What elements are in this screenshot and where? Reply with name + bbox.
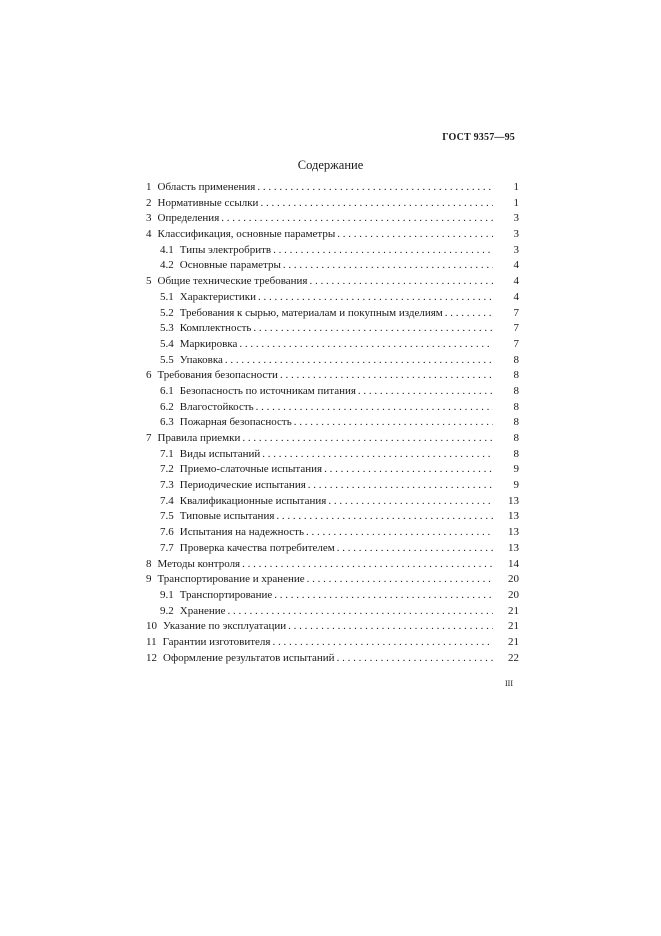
toc-entry-page: 20 bbox=[508, 588, 519, 601]
toc-entry-number: 9.2 bbox=[160, 604, 174, 617]
toc-entry-number: 7.3 bbox=[160, 479, 174, 492]
toc-entry-label: Пожарная безопасность bbox=[179, 416, 292, 429]
toc-entry bbox=[146, 557, 519, 573]
toc-entry bbox=[146, 180, 519, 196]
toc-dot-leader bbox=[280, 368, 493, 384]
toc-entry bbox=[146, 321, 519, 337]
toc-entry-label: Требования к сырью, материалам и покупным изделиям bbox=[179, 306, 443, 319]
toc-entry-label: Определения bbox=[157, 212, 220, 225]
toc-entry bbox=[146, 211, 519, 227]
toc-entry-label: Комплектность bbox=[179, 322, 252, 335]
toc-entry-number: 8 bbox=[146, 557, 152, 570]
toc-dot-leader bbox=[262, 447, 493, 463]
toc-entry-label: Указание по эксплуатации bbox=[163, 620, 287, 633]
toc-entry-label: Влагостойкость bbox=[179, 400, 254, 413]
toc-dot-leader bbox=[276, 509, 493, 525]
toc-entry bbox=[146, 400, 519, 416]
toc-entry-number: 7.1 bbox=[160, 447, 174, 460]
toc-entry-label: Общие технические требования bbox=[157, 275, 308, 288]
document-code: ГОСТ 9357—95 bbox=[442, 132, 515, 143]
toc-entry-number: 3 bbox=[146, 212, 152, 225]
toc-entry-number: 10 bbox=[146, 620, 157, 633]
toc-entry bbox=[146, 541, 519, 557]
toc-entry-label: Хранение bbox=[179, 604, 226, 617]
toc-dot-leader bbox=[253, 321, 493, 337]
toc-entry-label: Характеристики bbox=[179, 290, 257, 303]
toc-entry-page: 7 bbox=[513, 306, 519, 319]
toc-entry-page: 22 bbox=[508, 651, 519, 664]
toc-entry-number: 5.4 bbox=[160, 337, 174, 350]
toc-entry bbox=[146, 635, 519, 651]
toc-entry-label: Упаковка bbox=[179, 353, 223, 366]
toc-entry-number: 4.2 bbox=[160, 259, 174, 272]
toc-entry-number: 7.5 bbox=[160, 510, 174, 523]
toc-entry bbox=[146, 196, 519, 212]
toc-entry-number: 7.2 bbox=[160, 463, 174, 476]
toc-entry-number: 5.1 bbox=[160, 290, 174, 303]
toc-entry-label: Проверка качества потребителем bbox=[179, 541, 335, 554]
toc-entry-page: 8 bbox=[513, 369, 519, 382]
toc-entry-number: 1 bbox=[146, 181, 152, 193]
toc-dot-leader bbox=[288, 619, 493, 635]
toc-entry-label: Область применения bbox=[157, 181, 256, 193]
toc-entry-label: Типы электробритв bbox=[179, 243, 272, 256]
toc-entry-label: Безопасность по источникам питания bbox=[179, 384, 356, 397]
toc-entry bbox=[146, 478, 519, 494]
toc-entry-label: Виды испытаний bbox=[179, 447, 261, 460]
toc-entry-label: Классификация, основные параметры bbox=[157, 228, 336, 241]
toc-entry-label: Нормативные ссылки bbox=[157, 196, 259, 209]
toc-entry-page: 13 bbox=[508, 510, 519, 523]
toc-entry bbox=[146, 431, 519, 447]
toc-entry bbox=[146, 353, 519, 369]
toc-entry bbox=[146, 337, 519, 353]
toc-entry-number: 7.7 bbox=[160, 541, 174, 554]
toc-entry-number: 12 bbox=[146, 651, 157, 664]
toc-dot-leader bbox=[257, 180, 493, 196]
toc-entry-number: 4.1 bbox=[160, 243, 174, 256]
toc-entry-page: 8 bbox=[513, 447, 519, 460]
toc-entry-number: 2 bbox=[146, 196, 152, 209]
toc-entry-page: 1 bbox=[513, 196, 519, 209]
toc-entry-page: 7 bbox=[513, 322, 519, 335]
toc-dot-leader bbox=[358, 384, 493, 400]
toc-entry-number: 5.5 bbox=[160, 353, 174, 366]
toc-entry-label: Испытания на надежность bbox=[179, 526, 304, 539]
toc-entry-page: 13 bbox=[508, 526, 519, 539]
toc-title: Содержание bbox=[297, 158, 364, 172]
toc-entry-page: 7 bbox=[513, 337, 519, 350]
toc-entry bbox=[146, 525, 519, 541]
toc-entry-number: 11 bbox=[146, 635, 157, 648]
toc-dot-leader bbox=[274, 588, 493, 604]
toc-entry-label: Периодические испытания bbox=[179, 479, 306, 492]
toc-entry-page: 4 bbox=[513, 259, 519, 272]
toc-dot-leader bbox=[258, 290, 493, 306]
toc-entry bbox=[146, 462, 519, 478]
toc-dot-leader bbox=[306, 525, 493, 541]
toc-dot-leader bbox=[309, 274, 493, 290]
toc-entry-page: 4 bbox=[513, 275, 519, 288]
toc-entry-label: Транспортирование и хранение bbox=[157, 573, 305, 586]
toc-entry bbox=[146, 604, 519, 620]
toc-entry-number: 7.4 bbox=[160, 494, 174, 507]
toc-entry-page: 8 bbox=[513, 353, 519, 366]
toc-entry-page: 13 bbox=[508, 494, 519, 507]
toc-dot-leader bbox=[228, 604, 493, 620]
toc-entry-label: Приемо-слаточные испытания bbox=[179, 463, 323, 476]
toc-dot-leader bbox=[445, 306, 493, 322]
toc-dot-leader bbox=[328, 494, 493, 510]
page-number: III bbox=[505, 679, 513, 688]
toc-entry-label: Методы контроля bbox=[157, 557, 241, 570]
toc-dot-leader bbox=[256, 400, 493, 416]
toc-entry-page: 8 bbox=[513, 432, 519, 444]
toc-entry-label: Основные параметры bbox=[179, 259, 281, 272]
toc-dot-leader bbox=[337, 541, 493, 557]
toc-entry bbox=[146, 227, 519, 243]
toc-entry-label: Маркировка bbox=[179, 337, 238, 350]
toc-entry bbox=[146, 258, 519, 274]
toc-entry bbox=[146, 588, 519, 604]
toc-dot-leader bbox=[225, 353, 493, 369]
toc-entry-number: 5.3 bbox=[160, 322, 174, 335]
toc-entry-page: 4 bbox=[513, 290, 519, 303]
toc-entry-page: 9 bbox=[513, 479, 519, 492]
toc-entry-page: 3 bbox=[513, 243, 519, 256]
toc-entry bbox=[146, 509, 519, 525]
toc-entry bbox=[146, 415, 519, 431]
toc-dot-leader bbox=[283, 258, 493, 274]
toc-entry-number: 4 bbox=[146, 228, 152, 241]
toc-entry-page: 1 bbox=[513, 181, 519, 193]
toc-dot-leader bbox=[294, 415, 493, 431]
toc-dot-leader bbox=[221, 211, 493, 227]
toc-dot-leader bbox=[260, 196, 493, 212]
toc-entry-page: 8 bbox=[513, 416, 519, 429]
toc-entry-label: Правила приемки bbox=[157, 432, 241, 444]
toc-entry bbox=[146, 619, 519, 635]
toc-entry-number: 9.1 bbox=[160, 588, 174, 601]
toc-dot-leader bbox=[242, 431, 493, 447]
toc-entry-number: 5.2 bbox=[160, 306, 174, 319]
toc-entry-number: 7 bbox=[146, 432, 152, 444]
toc-entry-page: 8 bbox=[513, 400, 519, 413]
toc-entry bbox=[146, 651, 519, 667]
toc-entry bbox=[146, 243, 519, 259]
toc-entry-number: 6 bbox=[146, 369, 152, 382]
toc-entry-page: 3 bbox=[513, 228, 519, 241]
toc-entry bbox=[146, 494, 519, 510]
toc-entry-label: Требования безопасности bbox=[157, 369, 278, 382]
toc-entry-label: Типовые испытания bbox=[179, 510, 275, 523]
toc-entry-label: Оформление результатов испытаний bbox=[163, 651, 335, 664]
toc-entry bbox=[146, 572, 519, 588]
toc-entry-label: Квалификационные испытания bbox=[179, 494, 327, 507]
toc-entry-label: Транспортирование bbox=[179, 588, 273, 601]
toc-entry-number: 7.6 bbox=[160, 526, 174, 539]
toc-entry-page: 3 bbox=[513, 212, 519, 225]
toc-dot-leader bbox=[239, 337, 493, 353]
toc-entry-number: 6.3 bbox=[160, 416, 174, 429]
toc-entry-number: 5 bbox=[146, 275, 152, 288]
toc-entry-page: 20 bbox=[508, 573, 519, 586]
toc-entry-page: 13 bbox=[508, 541, 519, 554]
toc-dot-leader bbox=[273, 243, 493, 259]
toc-entry bbox=[146, 384, 519, 400]
toc-entry-page: 21 bbox=[508, 604, 519, 617]
toc-entry-number: 9 bbox=[146, 573, 152, 586]
toc-dot-leader bbox=[324, 462, 493, 478]
toc-entry-number: 6.1 bbox=[160, 384, 174, 397]
toc-dot-leader bbox=[337, 651, 493, 667]
toc-dot-leader bbox=[242, 557, 493, 573]
toc-dot-leader bbox=[307, 572, 493, 588]
toc-dot-leader bbox=[272, 635, 493, 651]
toc-entry-page: 21 bbox=[508, 620, 519, 633]
toc-entry-page: 21 bbox=[508, 635, 519, 648]
toc-dot-leader bbox=[308, 478, 493, 494]
toc-entry bbox=[146, 290, 519, 306]
toc-entry-page: 8 bbox=[513, 384, 519, 397]
toc-dot-leader bbox=[337, 227, 493, 243]
table-of-contents bbox=[146, 180, 519, 666]
toc-entry bbox=[146, 447, 519, 463]
toc-entry-label: Гарантии изготовителя bbox=[162, 635, 271, 648]
toc-entry bbox=[146, 368, 519, 384]
toc-entry-page: 14 bbox=[508, 557, 519, 570]
toc-entry bbox=[146, 306, 519, 322]
toc-entry bbox=[146, 274, 519, 290]
toc-entry-number: 6.2 bbox=[160, 400, 174, 413]
toc-entry-page: 9 bbox=[513, 463, 519, 476]
